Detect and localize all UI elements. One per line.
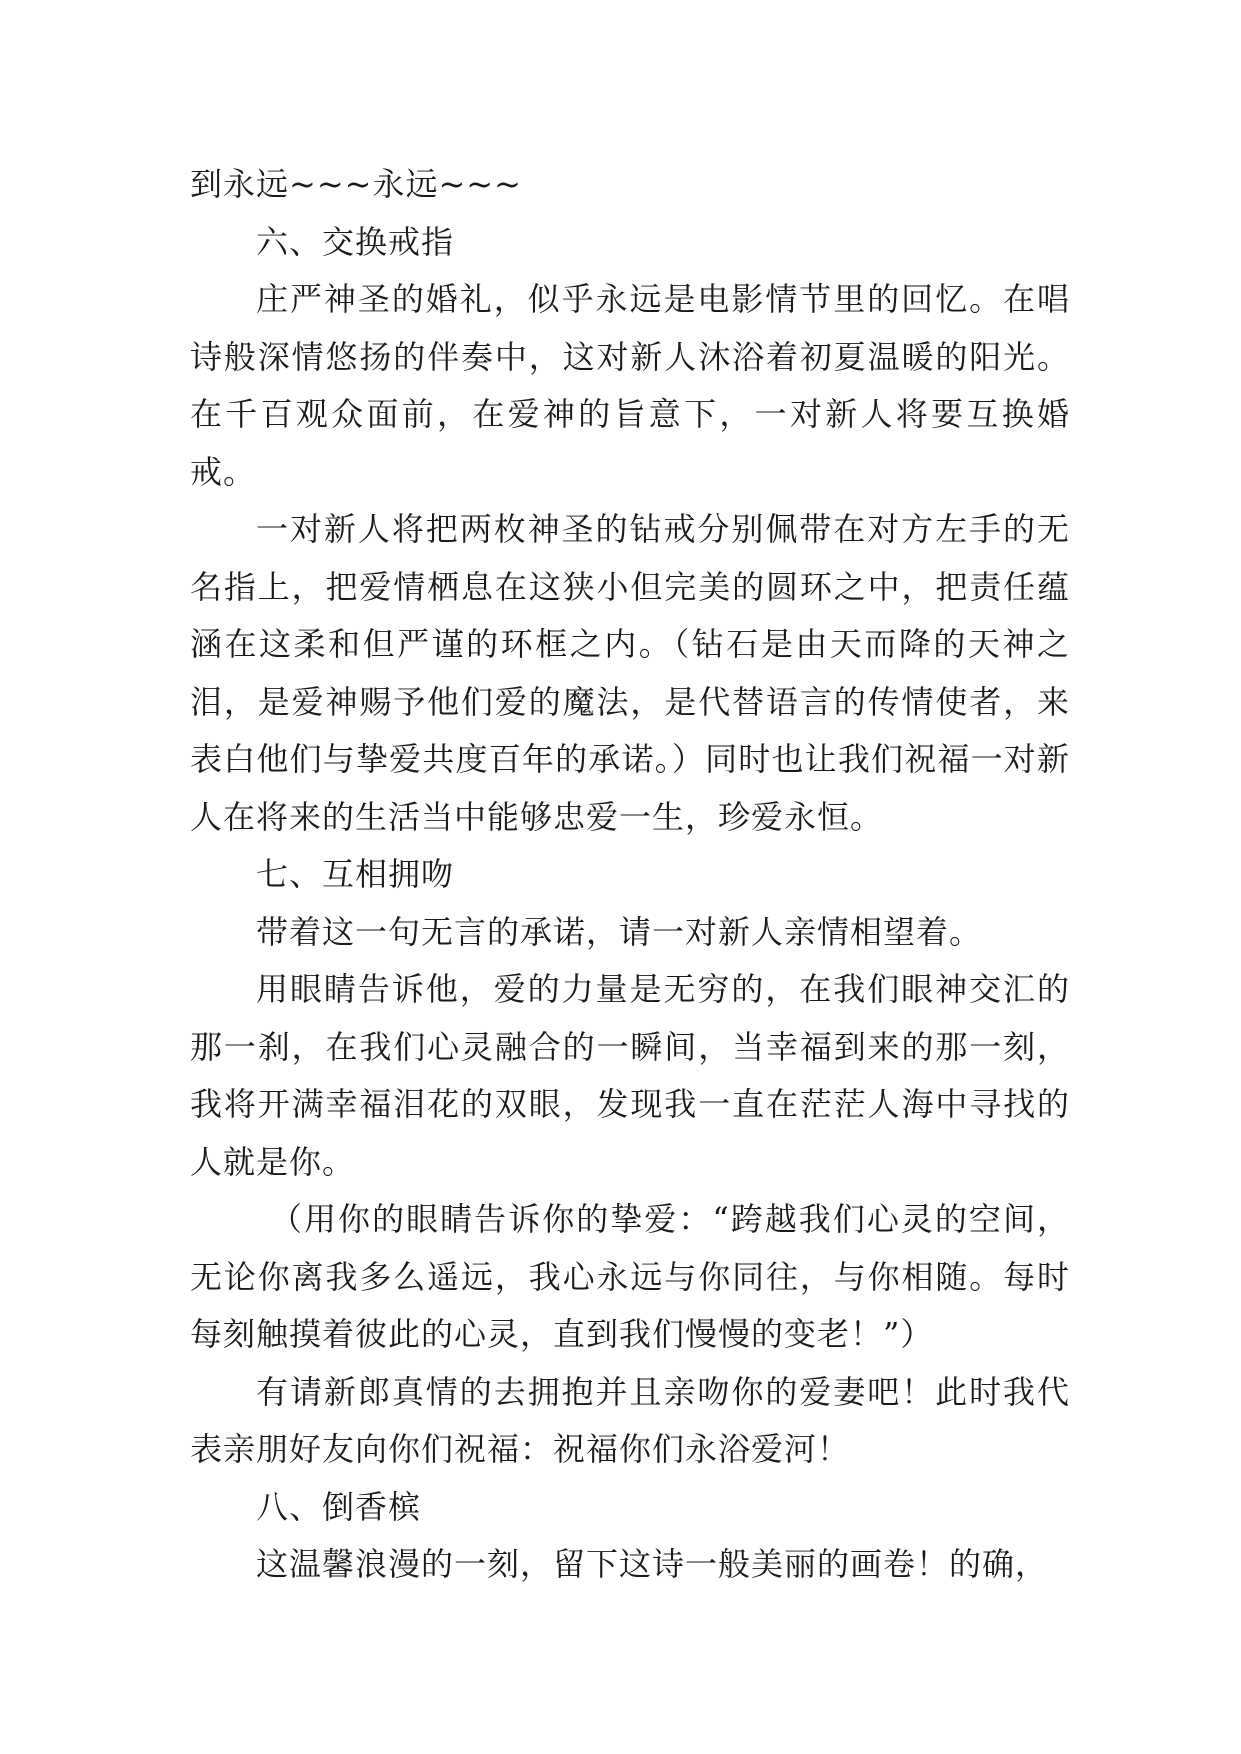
paragraph-quote: （用你的眼睛告诉你的挚爱：“跨越我们心灵的空间，无论你离我多么遥远，我心永远与你同往，与你相随。每时每刻触摸着彼此的心灵，直到我们慢慢的变老！”） <box>190 1200 1070 1353</box>
paragraph: 有请新郎真情的去拥抱并且亲吻你的爱妻吧！此时我代表亲朋好友向你们祝福：祝福你们永浴爱河！ <box>190 1372 1070 1468</box>
paragraph: 一对新人将把两枚神圣的钻戒分别佩带在对方左手的无名指上，把爱情栖息在这狭小但完美的圆环之中，把责任蕴涵在这柔和但严谨的环框之内。（钻石是由天而降的天神之泪，是爱神赐予他们爱的魔法，是代替语言的传情使者，来表白他们与挚爱共度百年的承诺。）同时也让我们祝福一对新人在将来的生活当中能够忠爱一生，珍爱永恒。 <box>190 510 1070 836</box>
paragraph-continuation: 到永远~~~永远~~~ <box>190 165 522 203</box>
section-heading-pour-champagne: 八、倒香槟 <box>256 1487 422 1526</box>
paragraph: 庄严神圣的婚礼，似乎永远是电影情节里的回忆。在唱诗般深情悠扬的伴奏中，这对新人沐浴着初夏温暖的阳光。在千百观众面前，在爱神的旨意下，一对新人将要互换婚戒。 <box>190 280 1070 491</box>
section-heading-exchange-rings: 六、交换戒指 <box>256 222 455 261</box>
document-body <box>190 156 1070 1594</box>
section-heading-embrace-kiss: 七、互相拥吻 <box>256 855 455 893</box>
paragraph: 这温馨浪漫的一刻，留下这诗一般美丽的画卷！的确， <box>256 1545 1049 1583</box>
paragraph: 带着这一句无言的承诺，请一对新人亲情相望着。 <box>256 912 983 951</box>
paragraph: 用眼睛告诉他，爱的力量是无穷的，在我们眼神交汇的那一刹，在我们心灵融合的一瞬间，当幸福到来的那一刻，我将开满幸福泪花的双眼，发现我一直在茫茫人海中寻找的人就是你。 <box>190 970 1070 1181</box>
